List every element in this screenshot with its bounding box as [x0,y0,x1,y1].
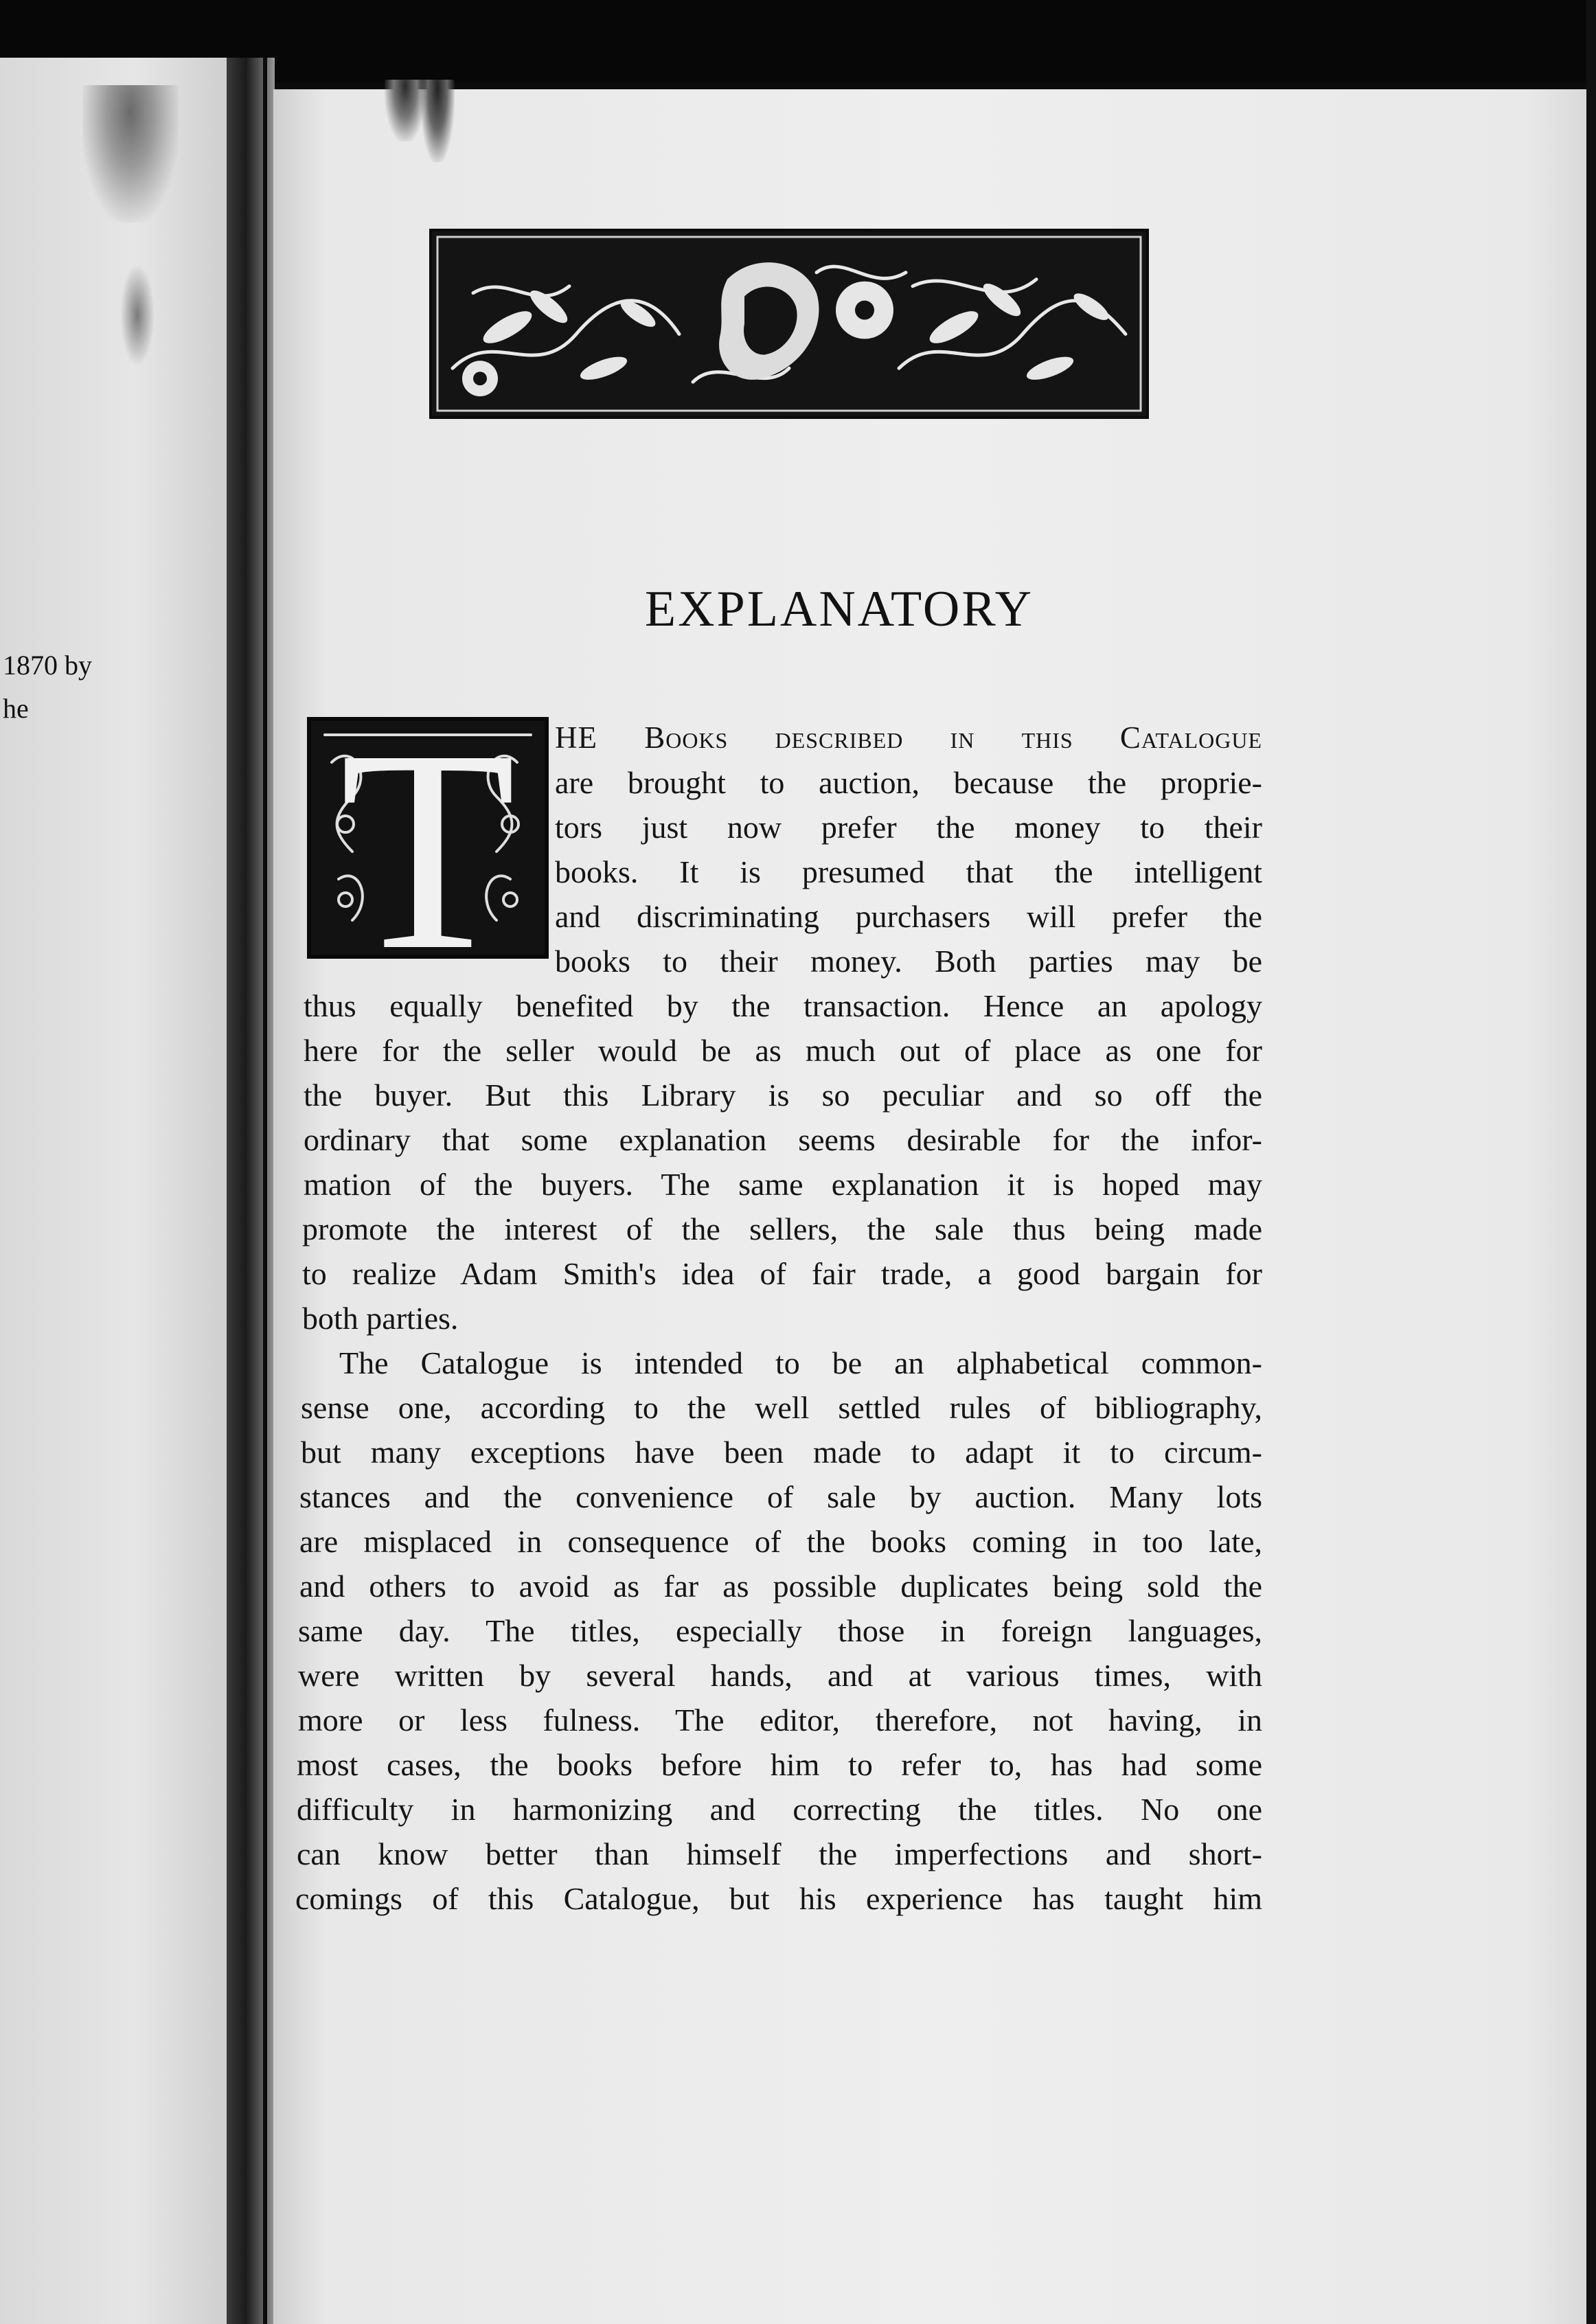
text-line: most cases, the books before him to refer to, has had some [297,1747,1262,1782]
text-line: thus equally benefited by the transaction. Hence an apology [304,988,1262,1023]
text-line: to realize Adam Smith's idea of fair trade, a good bargain for [302,1256,1262,1291]
text-line: are misplaced in consequence of the books coming in too late, [299,1524,1262,1559]
text-line: are brought to auction, because the proprie- [555,765,1262,800]
text-line: here for the seller would be as much out of place as one for [304,1033,1262,1068]
water-stain [82,85,179,223]
text-line: same day. The titles, especially those in foreign languages, [298,1613,1262,1648]
page-title: EXPLANATORY [644,581,1034,637]
gutter-edge [263,58,267,2324]
headpiece-ornament [429,229,1149,419]
text-line: comings of this Catalogue, but his experience has taught him [295,1881,1262,1916]
drop-cap-ornament [307,690,549,1010]
text-line: both parties. [302,1301,459,1336]
text-line: promote the interest of the sellers, the sale thus being made [302,1211,1262,1246]
text-line: can know better than himself the imperfections and short- [297,1836,1262,1871]
text-line: and others to avoid as far as possible duplicates being sold the [299,1569,1262,1604]
text-line: books to their money. Both parties may be [555,944,1262,979]
text-line: difficulty in harmonizing and correcting the titles. No one [297,1792,1262,1827]
left-page-fragment: he [3,693,29,724]
text-line: more or less fulness. The editor, therefore, not having, in [298,1702,1262,1738]
left-page-fragment: 1870 by [3,650,92,681]
scan-background-right [1586,0,1596,2324]
ink-stain [385,80,426,141]
book-page [273,89,1592,2324]
text-line: ordinary that some explanation seems desirable for the infor- [304,1122,1262,1157]
text-line: tors just now prefer the money to their [555,810,1262,845]
text-line: were written by several hands, and at various times, with [298,1658,1262,1693]
text-line: mation of the buyers. The same explanation it is hoped may [304,1167,1262,1202]
text-line: and discriminating purchasers will prefer the [555,899,1262,934]
text-line: stances and the convenience of sale by auction. Many lots [299,1479,1262,1514]
text-line: sense one, according to the well settled rules of bibliography, [301,1390,1262,1425]
left-facing-page [0,58,227,2324]
drop-cap-letter: T [339,690,516,1010]
water-stain [120,264,155,367]
text-line: The Catalogue is intended to be an alphabetical common- [339,1345,1262,1380]
ink-stain [420,80,455,162]
text-line: HE Books described in this Catalogue [555,720,1262,755]
text-line: but many exceptions have been made to adapt it to circum- [301,1435,1262,1470]
text-line: books. It is presumed that the intelligent [555,854,1262,889]
book-gutter [227,58,275,2324]
text-line: the buyer. But this Library is so peculiar and so off the [304,1078,1262,1113]
